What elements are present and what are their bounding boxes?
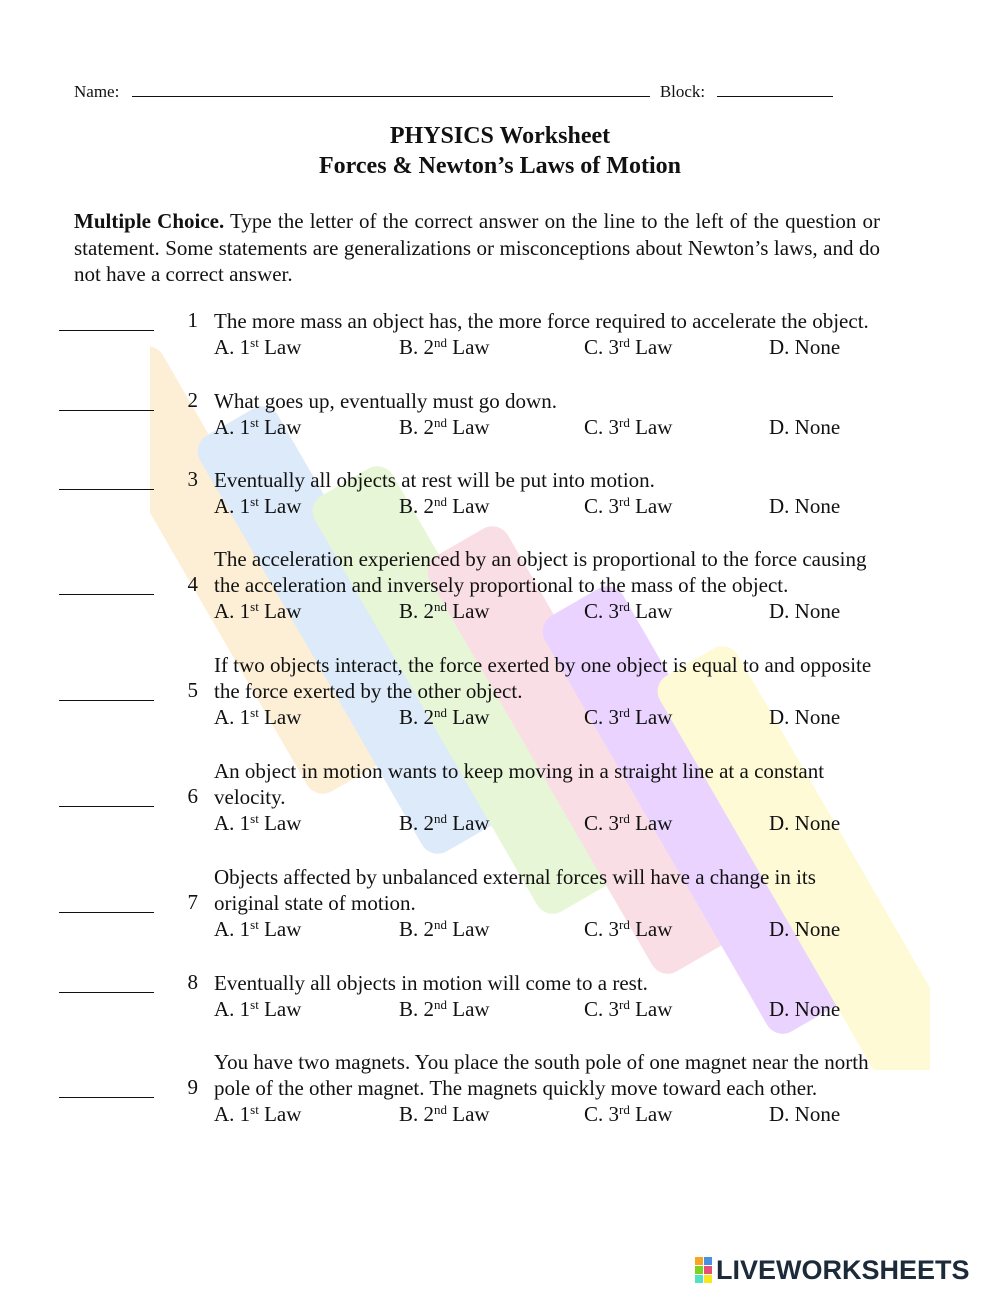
choice-prefix: B. 2 — [399, 705, 435, 729]
choice-prefix: A. 1 — [214, 599, 251, 623]
logo-square-icon — [695, 1275, 703, 1283]
choice-suffix: Law — [447, 1102, 490, 1126]
choice-suffix: Law — [258, 335, 302, 359]
choice-c — [584, 997, 672, 1022]
choice-ordinal: nd — [434, 335, 448, 350]
question-item — [0, 970, 1000, 1060]
choice-prefix: D. None — [769, 599, 841, 623]
choice-ordinal: nd — [434, 494, 448, 509]
answer-blank[interactable] — [59, 992, 154, 993]
question-item — [0, 1049, 1000, 1139]
choice-prefix: B. 2 — [399, 1102, 435, 1126]
choice-c — [584, 599, 672, 624]
choice-prefix: A. 1 — [214, 811, 251, 835]
name-field[interactable] — [132, 82, 650, 97]
choice-d — [769, 705, 840, 730]
choice-suffix: Law — [258, 415, 302, 439]
choice-prefix: B. 2 — [399, 494, 435, 518]
choice-ordinal: nd — [434, 917, 448, 932]
question-number: 4 — [187, 572, 198, 596]
choice-ordinal: rd — [619, 599, 630, 614]
choice-prefix: A. 1 — [214, 335, 251, 359]
choice-c — [584, 705, 672, 730]
logo-text: LIVEWORKSHEETS — [716, 1254, 970, 1285]
choice-prefix: B. 2 — [399, 335, 435, 359]
choice-d — [769, 494, 840, 519]
question-number: 7 — [187, 890, 198, 914]
choice-prefix: B. 2 — [399, 997, 435, 1021]
block-label: Block: — [659, 82, 706, 101]
choice-ordinal: nd — [434, 1102, 448, 1117]
choice-d — [769, 1102, 840, 1127]
choice-ordinal: nd — [434, 599, 448, 614]
answer-blank[interactable] — [59, 330, 154, 331]
choice-suffix: Law — [629, 494, 673, 518]
choice-ordinal: st — [250, 705, 259, 720]
choice-suffix: Law — [629, 1102, 673, 1126]
choice-b — [399, 811, 490, 836]
question-item — [0, 388, 1000, 478]
question-number: 8 — [187, 970, 198, 994]
choice-prefix: C. 3 — [584, 599, 620, 623]
choice-ordinal: st — [250, 917, 259, 932]
choice-d — [769, 997, 840, 1022]
choice-suffix: Law — [258, 917, 302, 941]
choice-prefix: D. None — [769, 415, 841, 439]
choice-d — [769, 599, 840, 624]
choice-ordinal: rd — [619, 494, 630, 509]
choice-b — [399, 599, 490, 624]
choice-suffix: Law — [447, 997, 490, 1021]
choice-suffix: Law — [258, 599, 302, 623]
choice-ordinal: st — [250, 599, 259, 614]
choice-c — [584, 917, 672, 942]
choice-ordinal: nd — [434, 415, 448, 430]
choice-a — [214, 335, 301, 360]
question-text: the force exerted by the other object. — [214, 679, 523, 703]
choice-suffix: Law — [447, 917, 490, 941]
choice-prefix: D. None — [769, 811, 841, 835]
choice-b — [399, 494, 490, 519]
logo-square-icon — [695, 1257, 703, 1265]
question-text: original state of motion. — [214, 891, 416, 915]
choice-ordinal: st — [250, 335, 259, 350]
question-text: What goes up, eventually must go down. — [214, 389, 557, 413]
question-text: Eventually all objects at rest will be put into motion. — [214, 468, 655, 492]
question-text: You have two magnets. You place the south pole of one magnet near the north — [214, 1050, 869, 1074]
question-item — [0, 467, 1000, 557]
question-text: If two objects interact, the force exerted by one object is equal to and opposite — [214, 653, 872, 677]
choice-ordinal: rd — [619, 997, 630, 1012]
question-number: 2 — [187, 388, 198, 412]
choice-c — [584, 494, 672, 519]
page-subtitle: Forces & Newton’s Laws of Motion — [319, 153, 681, 179]
choice-prefix: A. 1 — [214, 997, 251, 1021]
choice-suffix: Law — [629, 997, 673, 1021]
question-item — [0, 308, 1000, 398]
answer-blank[interactable] — [59, 912, 154, 913]
choice-ordinal: rd — [619, 335, 630, 350]
choice-c — [584, 1102, 672, 1127]
logo-square-icon — [704, 1266, 712, 1274]
page-title: PHYSICS Worksheet — [389, 123, 611, 149]
choice-prefix: A. 1 — [214, 494, 251, 518]
choice-ordinal: st — [250, 494, 259, 509]
choice-b — [399, 705, 490, 730]
choice-ordinal: rd — [619, 415, 630, 430]
answer-blank[interactable] — [59, 410, 154, 411]
choice-a — [214, 599, 301, 624]
choice-prefix: A. 1 — [214, 917, 251, 941]
question-item — [0, 758, 1000, 848]
logo-square-icon — [704, 1275, 712, 1283]
header-line — [74, 82, 874, 102]
answer-blank[interactable] — [59, 806, 154, 807]
choice-prefix: C. 3 — [584, 705, 620, 729]
choice-a — [214, 1102, 301, 1127]
choice-prefix: C. 3 — [584, 494, 620, 518]
choice-a — [214, 997, 301, 1022]
instructions — [74, 208, 880, 288]
choice-c — [584, 811, 672, 836]
choice-suffix: Law — [629, 335, 673, 359]
choice-d — [769, 415, 840, 440]
question-text: Objects affected by unbalanced external forces will have a change in its — [214, 865, 816, 889]
question-text: The acceleration experienced by an object is proportional to the force causing — [214, 547, 867, 571]
question-number: 9 — [187, 1075, 198, 1099]
choice-prefix: C. 3 — [584, 917, 620, 941]
question-text: pole of the other magnet. The magnets quickly move toward each other. — [214, 1076, 818, 1100]
block-field[interactable] — [717, 82, 833, 97]
question-number: 6 — [187, 784, 198, 808]
choice-suffix: Law — [258, 811, 302, 835]
choice-prefix: D. None — [769, 335, 841, 359]
choice-prefix: B. 2 — [399, 811, 435, 835]
name-label: Name: — [74, 82, 120, 101]
choice-prefix: D. None — [769, 917, 841, 941]
logo-square-icon — [695, 1266, 703, 1274]
choice-suffix: Law — [258, 494, 302, 518]
choice-suffix: Law — [447, 599, 490, 623]
choice-suffix: Law — [447, 415, 490, 439]
choice-prefix: A. 1 — [214, 705, 251, 729]
choice-d — [769, 917, 840, 942]
choice-suffix: Law — [629, 811, 673, 835]
choice-prefix: A. 1 — [214, 415, 251, 439]
choice-ordinal: st — [250, 811, 259, 826]
question-text: the acceleration and inversely proportional to the mass of the object. — [214, 573, 789, 597]
choice-ordinal: rd — [619, 917, 630, 932]
choice-suffix: Law — [447, 335, 490, 359]
question-text: velocity. — [214, 785, 286, 809]
choice-c — [584, 335, 672, 360]
choice-b — [399, 335, 490, 360]
choice-prefix: B. 2 — [399, 415, 435, 439]
choice-prefix: C. 3 — [584, 997, 620, 1021]
question-item — [0, 652, 1000, 742]
answer-blank[interactable] — [59, 700, 154, 701]
choice-suffix: Law — [629, 415, 673, 439]
choice-d — [769, 335, 840, 360]
choice-prefix: C. 3 — [584, 415, 620, 439]
choice-prefix: B. 2 — [399, 917, 435, 941]
choice-prefix: D. None — [769, 997, 841, 1021]
choice-suffix: Law — [258, 997, 302, 1021]
choice-a — [214, 917, 301, 942]
choice-ordinal: nd — [434, 997, 448, 1012]
choice-suffix: Law — [629, 599, 673, 623]
choice-suffix: Law — [629, 705, 673, 729]
choice-b — [399, 997, 490, 1022]
choice-suffix: Law — [447, 705, 490, 729]
choice-ordinal: st — [250, 997, 259, 1012]
answer-blank[interactable] — [59, 489, 154, 490]
question-number: 5 — [187, 678, 198, 702]
instructions-heading: Multiple Choice. — [74, 209, 225, 233]
liveworksheets-logo — [695, 1253, 995, 1287]
choice-ordinal: rd — [619, 811, 630, 826]
choice-prefix: A. 1 — [214, 1102, 251, 1126]
choice-prefix: D. None — [769, 705, 841, 729]
answer-blank[interactable] — [59, 1097, 154, 1098]
choice-suffix: Law — [258, 705, 302, 729]
choice-suffix: Law — [629, 917, 673, 941]
question-number: 3 — [187, 467, 198, 491]
choice-prefix: B. 2 — [399, 599, 435, 623]
question-text: Eventually all objects in motion will come to a rest. — [214, 971, 648, 995]
choice-ordinal: rd — [619, 1102, 630, 1117]
choice-ordinal: st — [250, 415, 259, 430]
choice-ordinal: nd — [434, 705, 448, 720]
question-number: 1 — [187, 308, 198, 332]
question-item — [0, 864, 1000, 954]
choice-b — [399, 415, 490, 440]
logo-mark-icon — [695, 1257, 712, 1283]
choice-d — [769, 811, 840, 836]
logo-square-icon — [704, 1257, 712, 1265]
answer-blank[interactable] — [59, 594, 154, 595]
question-text: An object in motion wants to keep moving in a straight line at a constant — [214, 759, 825, 783]
choice-b — [399, 917, 490, 942]
choice-ordinal: st — [250, 1102, 259, 1117]
question-text: The more mass an object has, the more force required to accelerate the object. — [214, 309, 869, 333]
choice-suffix: Law — [258, 1102, 302, 1126]
choice-ordinal: nd — [434, 811, 448, 826]
choice-b — [399, 1102, 490, 1127]
choice-a — [214, 705, 301, 730]
choice-a — [214, 415, 301, 440]
choice-suffix: Law — [447, 811, 490, 835]
choice-a — [214, 494, 301, 519]
instructions-text: Type the letter of the correct answer on the line to the left of the question or statement. Some statements are generalizations or misconceptions about Newton’s laws, and do not have a correct answer. — [74, 209, 880, 286]
choice-prefix: D. None — [769, 494, 841, 518]
choice-prefix: D. None — [769, 1102, 841, 1126]
choice-prefix: C. 3 — [584, 811, 620, 835]
choice-suffix: Law — [447, 494, 490, 518]
choice-ordinal: rd — [619, 705, 630, 720]
choice-prefix: C. 3 — [584, 335, 620, 359]
choice-a — [214, 811, 301, 836]
choice-c — [584, 415, 672, 440]
choice-prefix: C. 3 — [584, 1102, 620, 1126]
question-item — [0, 546, 1000, 636]
